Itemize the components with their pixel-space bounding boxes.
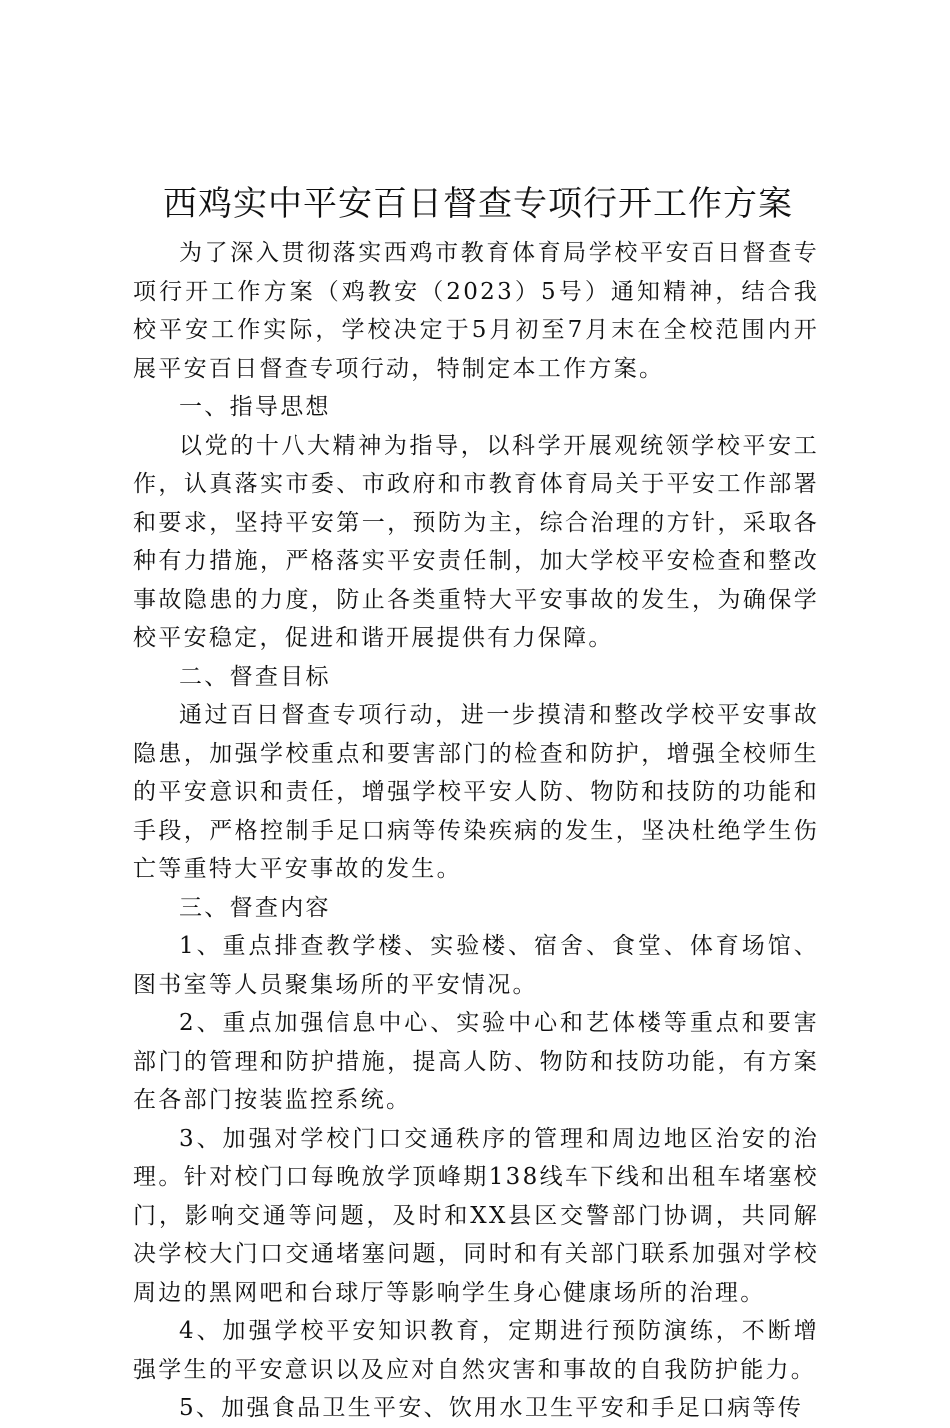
section-paragraph-guiding-ideology: 以党的十八大精神为指导，以科学开展观统领学校平安工作，认真落实市委、市政府和市教育体育局关于平安工作部署和要求，坚持平安第一，预防为主，综合治理的方针，采取各种有力措施，严格落实平安责任制，加大学校平安检查和整改事故隐患的力度，防止各类重特大平安事故的发生，为确保学校平安稳定，促进和谐开展提供有力保障。: [133, 432, 819, 651]
section-heading-inspection-content: 三、督查内容: [179, 894, 331, 921]
content-item-3: 3、加强对学校门口交通秩序的管理和周边地区治安的治理。针对校门口每晚放学顶峰期138线车下线和出租车堵塞校门，影响交通等问题，及时和XX县区交警部门协调，共同解决学校大门口交通堵塞问题，同时和有关部门联系加强对学校周边的黑网吧和台球厅等影响学生身心健康场所的治理。: [133, 1125, 819, 1306]
document-body: [133, 234, 819, 1428]
section-heading-inspection-goals: 二、督查目标: [179, 663, 331, 690]
content-item-5: 5、加强食品卫生平安、饮用水卫生平安和手足口病等传: [179, 1395, 804, 1421]
content-item-2: 2、重点加强信息中心、实验中心和艺体楼等重点和要害部门的管理和防护措施，提高人防、物防和技防功能，有方案在各部门按装监控系统。: [133, 1010, 819, 1113]
intro-paragraph: 为了深入贯彻落实西鸡市教育体育局学校平安百日督查专项行开工作方案（鸡教安（2023）5号）通知精神，结合我校平安工作实际，学校决定于5月初至7月末在全校范围内开展平安百日督查专项行动，特制定本工作方案。: [133, 240, 819, 382]
section-paragraph-inspection-goals: 通过百日督查专项行动，进一步摸清和整改学校平安事故隐患，加强学校重点和要害部门的检查和防护，增强全校师生的平安意识和责任，增强学校平安人防、物防和技防的功能和手段，严格控制手足口病等传染疾病的发生，坚决杜绝学生伤亡等重特大平安事故的发生。: [133, 702, 819, 882]
document-title: 西鸡实中平安百日督查专项行开工作方案: [163, 184, 793, 224]
content-item-4: 4、加强学校平安知识教育，定期进行预防演练，不断增强学生的平安意识以及应对自然灾害和事故的自我防护能力。: [133, 1318, 819, 1383]
content-item-1: 1、重点排查教学楼、实验楼、宿舍、食堂、体育场馆、图书室等人员聚集场所的平安情况。: [133, 933, 819, 998]
section-heading-guiding-ideology: 一、指导思想: [179, 394, 331, 420]
